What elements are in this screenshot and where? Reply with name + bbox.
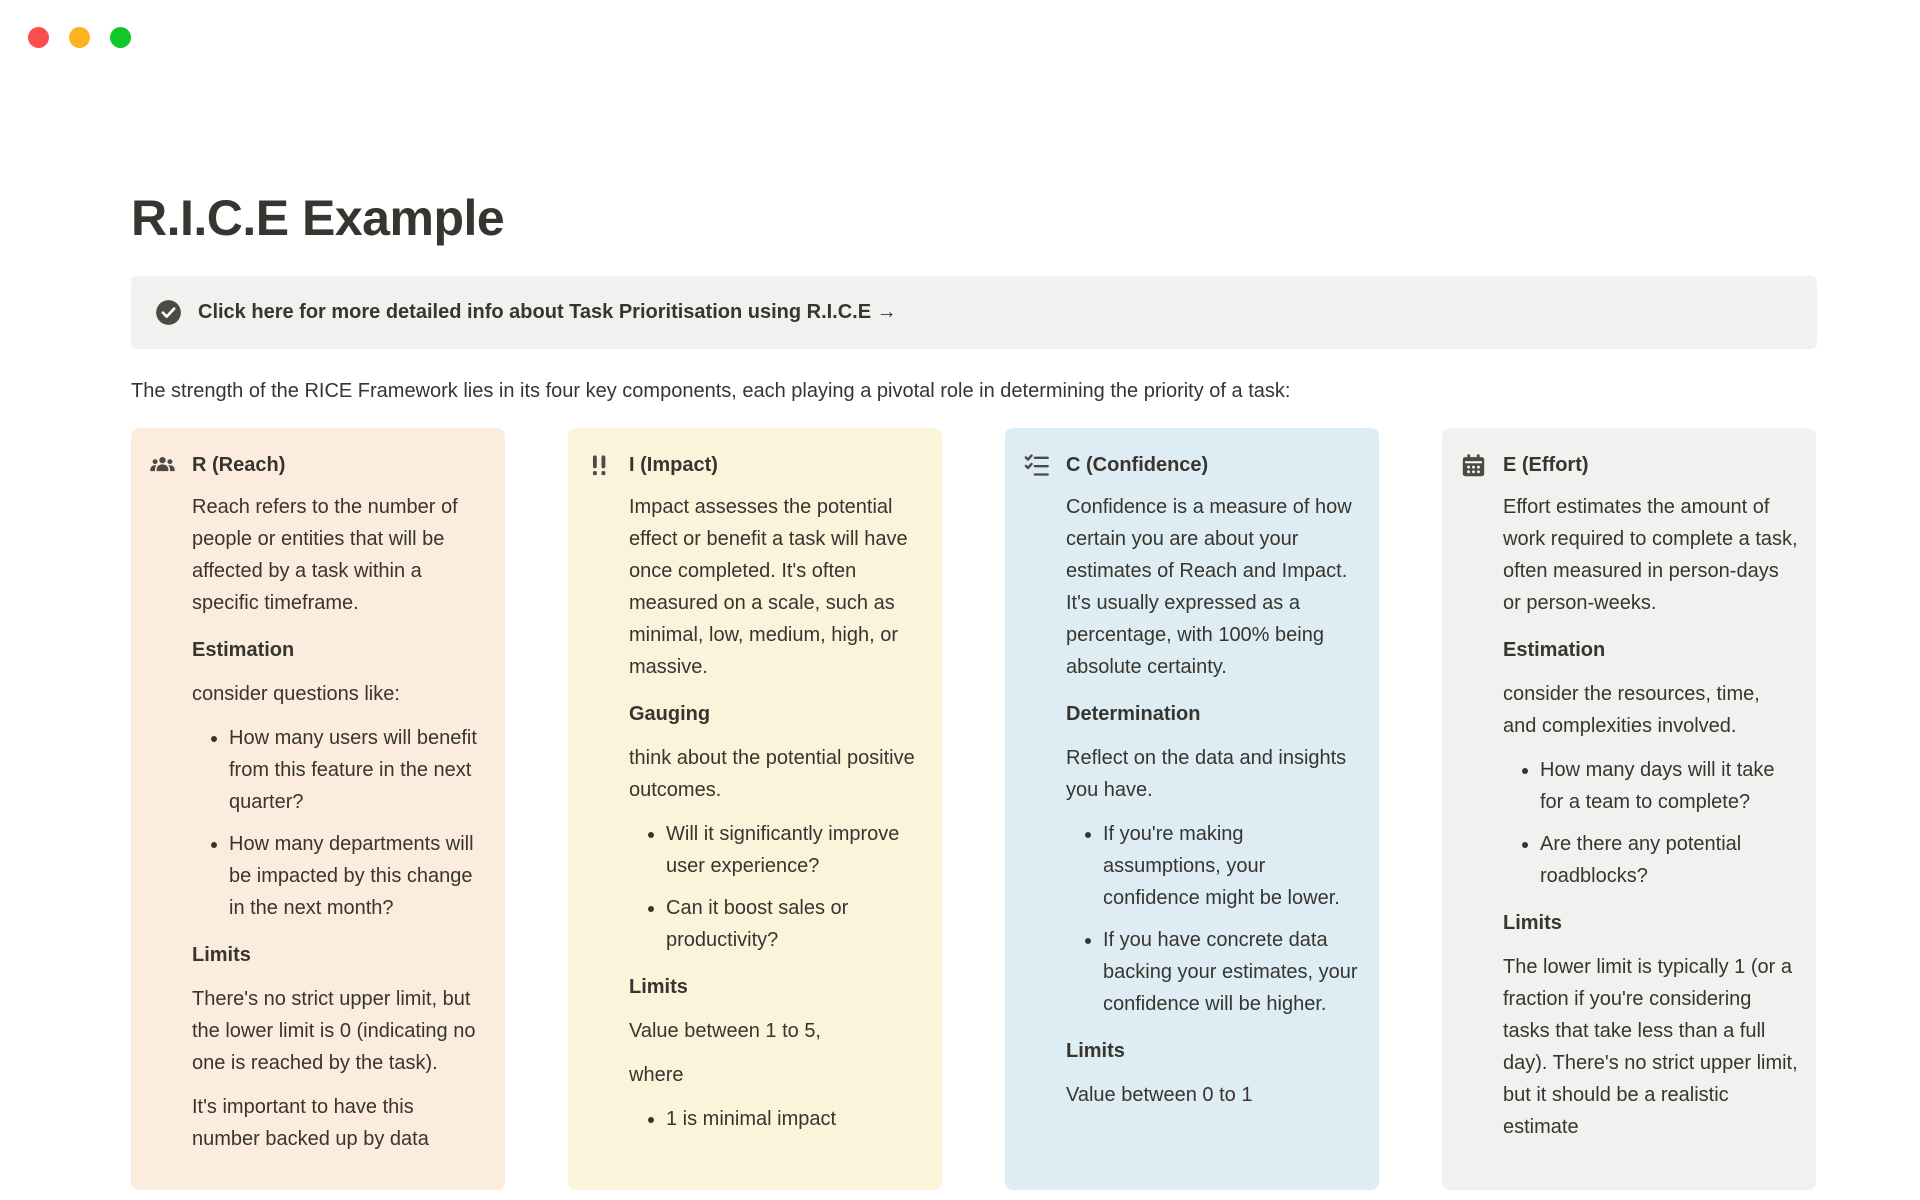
window-traffic-lights [28,27,131,48]
card-title: R (Reach) [192,454,286,476]
card-paragraph: Effort estimates the amount of work required to complete a task, often measured in person-days or person-weeks. [1503,496,1798,614]
page-title: R.I.C.E Example [131,190,505,246]
card-title: I (Impact) [629,454,718,476]
card-paragraph: Reach refers to the number of people or entities that will be affected by a task within a specific timeframe. [192,496,458,614]
card-header [1460,452,1798,479]
card-bullet-item: • If you're making assumptions, your confidence might be lower. [1103,818,1361,914]
card-bullet-list [629,1103,924,1135]
card-bullet-item: • How many users will benefit from this feature in the next quarter? [229,722,487,818]
card-impact [568,428,942,1190]
card-paragraph: There's no strict upper limit, but the lower limit is 0 (indicating no one is reached by the task). [192,988,476,1074]
card-paragraph: Confidence is a measure of how certain you are about your estimates of Reach and Impact. It's usually expressed as a percentage, with 100% being absolute certainty. [1066,496,1352,678]
calendar-icon [1460,452,1487,479]
card-bullet-item: • 1 is minimal impact [666,1103,924,1135]
card-bullet-item: • Will it significantly improve user experience? [666,818,924,882]
minimize-button[interactable] [69,27,90,48]
close-button[interactable] [28,27,49,48]
card-paragraph: consider the resources, time, and complexities involved. [1503,683,1760,737]
callout-text: Click here for more detailed info about Task Prioritisation using R.I.C.E → [198,301,897,323]
card-section-heading: Gauging [629,703,711,725]
card-confidence [1005,428,1379,1190]
card-paragraph: Value between 0 to 1 [1066,1084,1253,1106]
card-bullet-item: • How many departments will be impacted by this change in the next month? [229,828,487,924]
card-paragraph: Value between 1 to 5, [629,1020,821,1042]
card-bullet-list [1503,754,1798,892]
card-bullet-list [1066,818,1361,1020]
card-bullet-list [629,818,924,956]
card-body [629,491,924,1135]
card-paragraph: Impact assesses the potential effect or benefit a task will have once completed. It's often measured on a scale, such as minimal, low, medium, high, or massive. [629,496,908,678]
people-group-icon [149,452,176,479]
card-header [586,452,924,479]
card-body [1503,491,1798,1143]
card-paragraph: where [629,1064,684,1086]
card-title: E (Effort) [1503,454,1589,476]
card-paragraph: The lower limit is typically 1 (or a fraction if you're considering tasks that take less than a full day). There's no strict upper limit, but it should be a realistic estimate [1503,956,1798,1138]
card-section-heading: Limits [1066,1040,1125,1062]
check-circle-icon [155,299,182,326]
callout-link[interactable] [131,276,1817,349]
card-body [192,491,487,1155]
checklist-icon [1023,452,1050,479]
page [131,188,1817,1190]
card-bullet-item: • Can it boost sales or productivity? [666,892,924,956]
card-section-heading: Limits [629,976,688,998]
card-section-heading: Estimation [1503,639,1606,661]
card-reach [131,428,505,1190]
card-bullet-list [192,722,487,924]
card-effort [1442,428,1816,1190]
card-body [1066,491,1361,1111]
card-section-heading: Determination [1066,703,1201,725]
double-exclamation-icon [586,452,613,479]
card-paragraph: think about the potential positive outcomes. [629,747,915,801]
card-paragraph: Reflect on the data and insights you have. [1066,747,1347,801]
card-paragraph: consider questions like: [192,683,400,705]
card-header [149,452,487,479]
intro-paragraph: The strength of the RICE Framework lies in its four key components, each playing a pivotal role in determining the priority of a task: [131,380,1291,402]
cards-row [131,428,1817,1190]
card-bullet-item: • How many days will it take for a team to complete? [1540,754,1798,818]
card-paragraph: It's important to have this number backed up by data [192,1096,429,1150]
card-title: C (Confidence) [1066,454,1209,476]
card-section-heading: Limits [1503,912,1562,934]
card-section-heading: Limits [192,944,251,966]
zoom-button[interactable] [110,27,131,48]
card-bullet-item: • If you have concrete data backing your estimates, your confidence will be higher. [1103,924,1361,1020]
card-bullet-item: • Are there any potential roadblocks? [1540,828,1798,892]
card-header [1023,452,1361,479]
card-section-heading: Estimation [192,639,295,661]
